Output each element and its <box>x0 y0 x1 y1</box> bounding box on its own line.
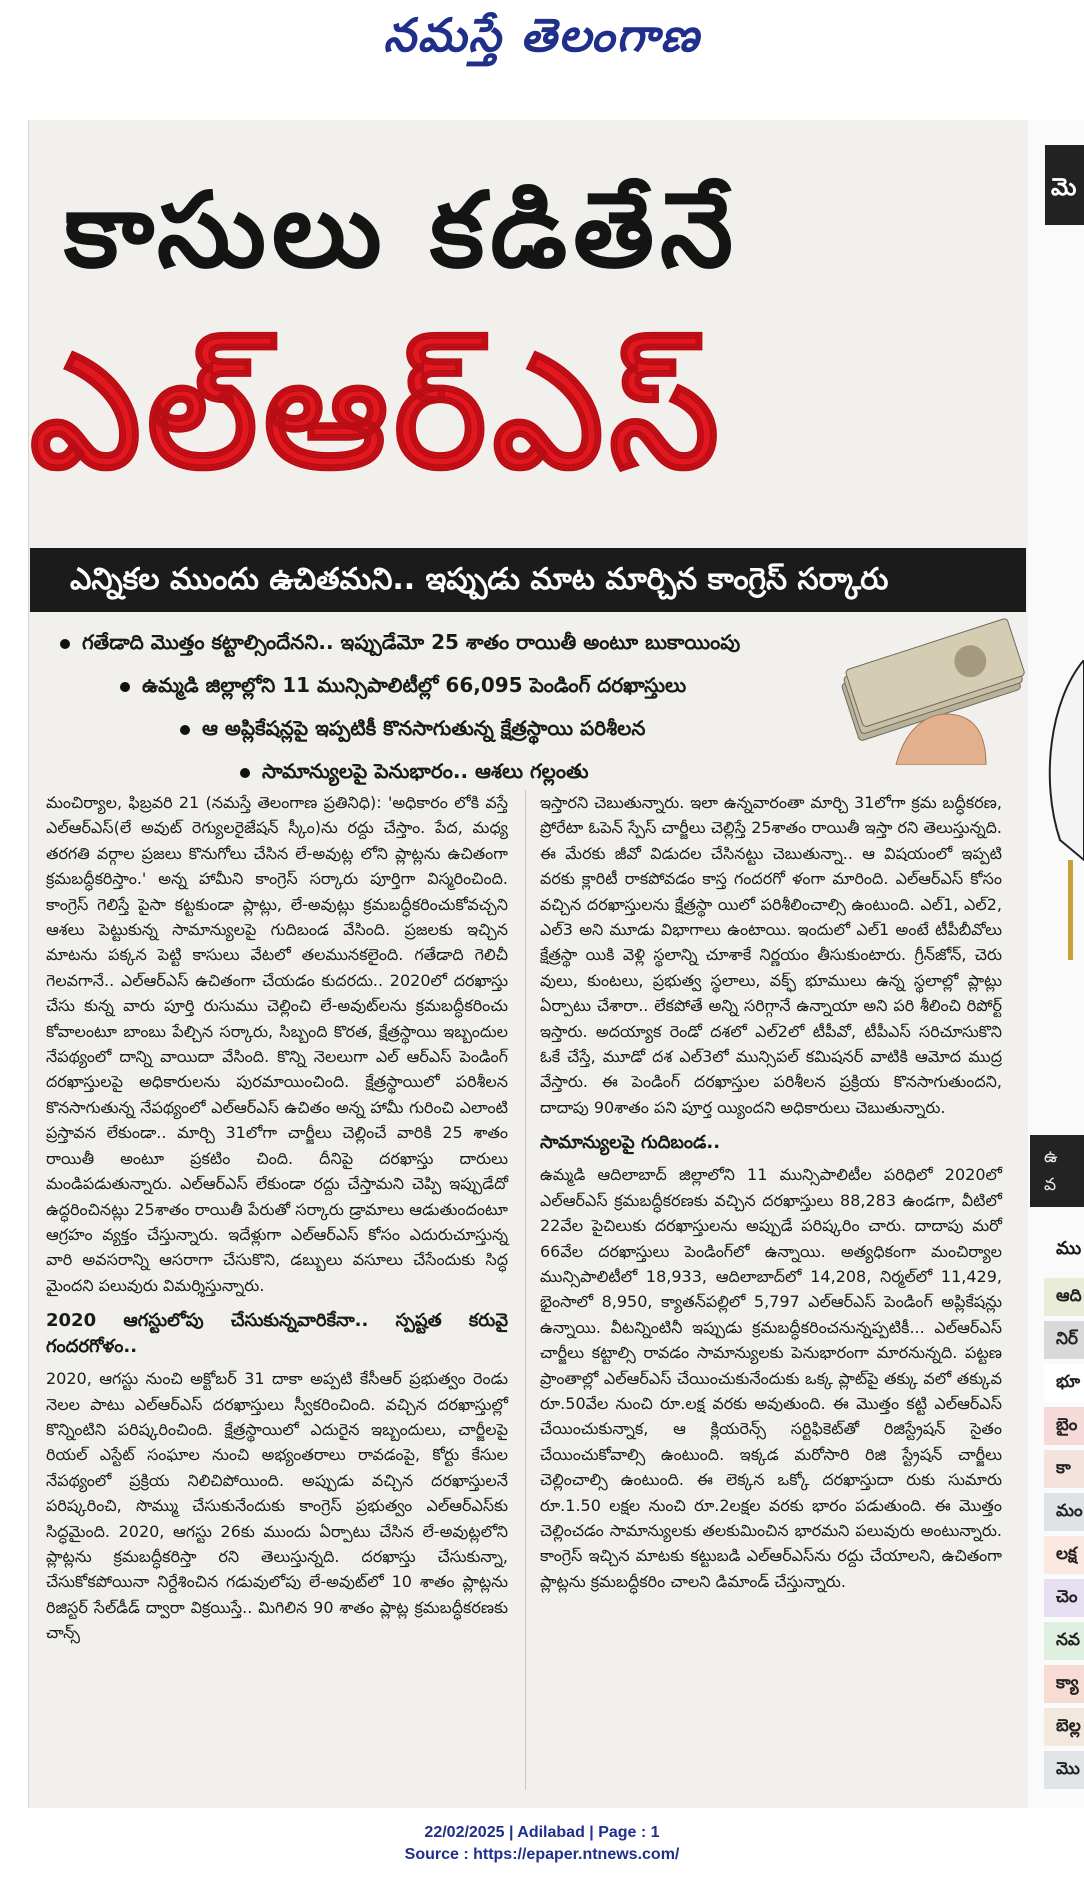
bullet-icon <box>240 768 250 778</box>
adjacent-article-box <box>1030 1135 1084 1207</box>
adjacent-list-item: మొ <box>1044 1751 1084 1789</box>
article-column-2 <box>540 790 1002 1600</box>
adjacent-list-item: నవ <box>1044 1622 1084 1660</box>
edition-info: 22/02/2025 | Adilabad | Page : 1 <box>424 1824 660 1841</box>
article-paragraph: ఇస్తారని చెబుతున్నారు. ఇలా ఉన్నవారంతా మార్చి 31లోగా క్రమ బద్ధీకరణ, ప్రోరేటా ఓపెన్‌ స్పేస్‌ చార్జీలు చెల్లిస్తే 25శాతం రాయితీ ఇస్తా రని తెలుస్తున్నది. ఈ మేరకు జీవో విడుదల చేసినట్టు చెబుతున్నా.. ఆ విషయంలో ఇప్పటి వరకు క్లారిటీ రాకపోవడం కాస్త గందరగో ళంగా మారింది. ఎల్‌ఆర్‌ఎస్‌ కోసం వచ్చిన దరఖాస్తులను క్షేత్రస్థా యిలో పరిశీలించాల్సి ఉంటుంది. ఎల్‌1, ఎల్‌2, ఎల్‌3 అని మూడు విభాగాలు ఉంటాయి. ఇందులో ఎల్‌1 అంటే టీపీబీవోలు క్షేత్రస్థా యికి వెళ్లి స్థలాన్ని చూశాకే నిర్ణయం తీసుకుంటారు. గ్రీన్‌జోన్‌, చెరు వులు, కుంటలు, ప్రభుత్వ స్థలాలు, వక్ఫ్‌ భూములు ఉన్న స్థలాల్లో ప్లాట్లు ఏర్పాటు చేశారా.. లేకపోతే అన్ని సరిగ్గానే ఉన్నాయా అని పరి శీలించి రిపోర్ట్‌ ఇస్తారు. అదయ్యాక రెండో దశలో ఎల్‌2లో టీపీవో, టీపీఎస్‌ సరిచూసుకొని ఓకే చేస్తే, మూడో దశ ఎల్‌3లో మున్సిపల్‌ కమిషనర్‌ వాటికి ఆమోద ముద్ర వేస్తారు. ఈ పెండింగ్‌ దరఖాస్తుల పరిశీలన ప్రక్రియ కొనసాగుతుందని, దాదాపు 90శాతం పని పూర్త య్యిందని అధికారులు చెబుతున్నారు. <box>540 793 1002 1117</box>
adjacent-list <box>1044 1278 1084 1794</box>
adjacent-list-item: బెల్ల <box>1044 1708 1084 1746</box>
box-line: వ <box>1044 1175 1057 1195</box>
subheadline-bar: ఎన్నికల ముందు ఉచితమని.. ఇప్పుడు మాట మార్చిన కాంగ్రెస్‌ సర్కారు <box>30 548 1026 612</box>
adjacent-list-heading: ము <box>1056 1238 1082 1259</box>
adjacent-list-item: బైం <box>1044 1407 1084 1445</box>
box-line: ఉ <box>1044 1147 1058 1167</box>
highlight-bullets <box>60 628 860 800</box>
article-paragraph: ఉమ్మడి ఆదిలాబాద్‌ జిల్లాలోని 11 మున్సిపాలిటీల పరిధిలో 2020లో ఎల్‌ఆర్‌ఎస్‌ క్రమబద్ధీకరణకు వచ్చిన దరఖాస్తులు 88,283 ఉండగా, వీటిలో 22వేల పైచిలుకు దరఖాస్తులను అప్పుడే పరిష్కరిం చారు. దాదాపు మరో 66వేల దరఖాస్తులు పెండింగ్‌లో ఉన్నాయి. అత్యధికంగా మంచిర్యాల మున్సిపాలిటీలో 18,933, ఆదిలాబాద్‌లో 14,208, నిర్మల్‌లో 11,429, భైంసాలో 8,950, క్యాతన్‌పల్లిలో 5,797 ఎల్‌ఆర్‌ఎస్‌ పెండింగ్‌ అప్లికేషన్లు ఉన్నాయి. వీటన్నింటినీ ఇప్పుడు క్రమబద్ధీకరించనున్నప్పటికీ... ఎల్‌ఆర్‌ఎస్‌ చార్జీలు కట్టాల్సి రావడం సామాన్యులకు పెనుభారంగా మారనున్నది. పట్టణ ప్రాంతాల్లో ఎల్‌ఆర్‌ఎస్‌ చేయించుకునేందుకు ఒక్క ప్లాట్‌పై తక్కు వలో తక్కువ రూ.50వేల నుంచి రూ.లక్ష వరకు అవుతుంది. ఈ మొత్తం కట్టి ఎల్‌ఆర్‌ఎస్‌ చేయించుకున్నాక, ఆ క్లియరెన్స్‌ సర్టిఫికెట్‌తో రిజిస్ట్రేషన్‌ సైతం చేయించుకోవాల్సి ఉంటుంది. ఇక్కడ మరోసారి రిజి స్ట్రేషన్‌ చార్జీలు చెల్లించాల్సి ఉంటుంది. ఈ లెక్కన ఒక్కో దరఖాస్తుదా రుకు సుమారు రూ.1.50 లక్షల నుంచి రూ.2లక్షల వరకు భారం పడుతుంది. ఈ మొత్తం చెల్లించడం సామాన్యులకు తలకుమించిన భారమని పలువురు అంటున్నారు. కాంగ్రెస్‌ ఇచ్చిన మాటకు కట్టుబడి ఎల్‌ఆర్‌ఎస్‌ను రద్దు చేయాలని, ఉచితంగా ప్లాట్లను క్రమబద్ధీకరిం చాలని డిమాండ్‌ చేస్తున్నారు. <box>540 1165 1002 1591</box>
headline-line-2: ఎల్‌ఆర్‌ఎస్ <box>30 321 725 503</box>
adjacent-list-item: మం <box>1044 1493 1084 1531</box>
adjacent-list-item: లక్ష <box>1044 1536 1084 1574</box>
bullet-item: ఆ అప్లికేషన్లపై ఇప్పటికీ కొనసాగుతున్న క్షేత్రస్థాయి పరిశీలన <box>60 714 860 742</box>
adjacent-list-item: క్యా <box>1044 1665 1084 1703</box>
adjacent-list-item: ఆది <box>1044 1278 1084 1316</box>
masthead-logo: నమస్తే తెలంగాణ <box>383 8 701 62</box>
adjacent-list-item: భూ <box>1044 1364 1084 1402</box>
bullet-icon <box>180 725 190 735</box>
adjacent-article-tab: మె <box>1045 145 1084 225</box>
bullet-item: సామాన్యులపై పెనుభారం.. ఆశలు గల్లంతు <box>60 757 860 785</box>
article-subheading: సామాన్యులపై గుదిబండ.. <box>540 1132 721 1154</box>
illustration-fragment <box>1030 660 1084 960</box>
headline-line-1: కాసులు కడితేనే <box>64 169 740 291</box>
column-divider <box>525 790 526 1790</box>
adjacent-list-item: చెం <box>1044 1579 1084 1617</box>
bullet-icon <box>120 682 130 692</box>
adjacent-list-item: కా <box>1044 1450 1084 1488</box>
bullet-item: ఉమ్మడి జిల్లాల్లోని 11 మున్సిపాలిటీల్లో 66,095 పెండింగ్‌ దరఖాస్తులు <box>60 671 860 699</box>
money-in-hand-image <box>836 615 1036 765</box>
article-body <box>46 790 1002 1790</box>
article-paragraph: 2020, ఆగస్టు నుంచి అక్టోబర్‌ 31 దాకా అప్పటి కేసీఆర్‌ ప్రభుత్వం రెండు నెలల పాటు ఎల్‌ఆర్‌ఎస్‌ దరఖాస్తులు స్వీకరించింది. వచ్చిన దరఖాస్తుల్లో కొన్నింటిని పరిష్కరించింది. క్షేత్రస్థాయిలో ఎదురైన ఇబ్బందులు, చార్జీలపై రియల్‌ ఎస్టేట్‌ సంఘాల నుంచి అభ్యంతరాలు రావడంపై, కోర్టు కేసుల నేపథ్యంలో ప్రక్రియ నిలిచిపోయింది. అప్పుడు వచ్చిన దరఖాస్తులనే పరిష్కరించి, సొమ్ము చేసుకునేందుకు కాంగ్రెస్‌ ప్రభుత్వం ఎల్‌ఆర్‌ఎస్‌కు సిద్ధమైంది. 2020, ఆగస్టు 26కు ముందు ఏర్పాటు చేసిన లే-అవుట్లలోని ప్లాట్లను క్రమబద్ధీకరిస్తా రని తెలుస్తున్నది. దరఖాస్తు చేసుకున్నా, చేసుకోకపోయినా నిర్దేశించిన గడువులోపు లే-అవుట్‌లో 10 శాతం ప్లాట్లను రిజిస్టర్‌ సేల్‌డీడ్‌ ద్వారా విక్రయిస్తే.. మిగిలిన 90 శాతం ప్లాట్ల క్రమబద్ధీకరణకు చాన్స్‌ <box>46 1369 508 1643</box>
article-subheading: 2020 ఆగస్టులోపు చేసుకున్నవారికేనా.. స్పష్టత కరువై గందరగోళం.. <box>46 1310 508 1358</box>
page-footer <box>0 1822 1084 1866</box>
bullet-icon <box>60 639 70 649</box>
article-column-1 <box>46 790 508 1652</box>
bullet-item: గతేడాది మొత్తం కట్టాల్సిందేనని.. ఇప్పుడేమో 25 శాతం రాయితీ అంటూ బుకాయింపు <box>60 628 860 656</box>
source-link[interactable]: Source : https://epaper.ntnews.com/ <box>404 1846 680 1863</box>
adjacent-list-item: నిర్ <box>1044 1321 1084 1359</box>
article-paragraph: మంచిర్యాల, ఫిబ్రవరి 21 (నమస్తే తెలంగాణ ప్రతినిధి): 'అధికారం లోకి వస్తే ఎల్‌ఆర్‌ఎస్‌(లే అవుట్‌ రెగ్యులరైజేషన్‌ స్కీం)ను రద్దు చేస్తాం. పేద, మధ్య తరగతి వర్గాల ప్రజలు కొనుగోలు చేసిన లే-అవుట్ల లోని ప్లాట్లను ఉచితంగా క్రమబద్ధీకరిస్తాం.' అన్న హామీని కాంగ్రెస్‌ సర్కారు పూర్తిగా విస్మరించింది. కాంగ్రెస్‌ గెలిస్తే పైసా కట్టకుండా ప్లాట్లు, లే-అవుట్లు క్రమబద్ధీకరించుకోవచ్చని ఆశలు పెట్టుకున్న సామాన్యులపై గుదిబండ వేసింది. ప్రజలకు ఇచ్చిన మాటను పక్కన పెట్టి కాసులు వేటలో తలమునకలైంది. గతేడాది గెలిచీ గెలవగానే.. ఎల్‌ఆర్‌ఎస్‌ ఉచితంగా చేయడం కుదరదు.. 2020లో దరఖాస్తు చేసు కున్న వారు పూర్తి రుసుము చెల్లించి లే-అవుట్‌లను క్రమబద్ధీకరించు కోవాలంటూ బాంబు పేల్చిన సర్కారు, సిబ్బంది కొరత, క్షేత్రస్థాయి ఇబ్బందుల నేపథ్యంలో దాన్ని వాయిదా వేసింది. కొన్ని నెలలుగా ఎల్‌ ఆర్‌ఎస్‌ పెండింగ్‌ దరఖాస్తులపై అధికారులను పురమాయించింది. క్షేత్రస్థాయిలో పరిశీలన కొనసాగుతున్న నేపథ్యంలో ఎల్‌ఆర్‌ఎస్‌ ఉచితం అన్న హామీ గురించి ఎలాంటి ప్రస్తావన లేకుండా.. మార్చి 31లోగా చార్జీలు చెల్లించే వారికి 25 శాతం రాయితీ అంటూ ప్రకటిం చింది. దీనిపై దరఖాస్తు దారులు మండిపడుతున్నారు. ఎల్‌ఆర్‌ఎస్‌ లేకుండా రద్దు చేస్తామని చెప్పి ఇప్పుడేదో ఉద్ధరించినట్లు 25శాతం రాయితీ పేరుతో సర్కారు డ్రామాలు ఆడుతుందంటూ ఆగ్రహం వ్యక్తం చేస్తున్నారు. ఇదేళ్లుగా ఎల్‌ఆర్‌ఎస్‌ కోసం ఎదురుచూస్తున్న వారి అవసరాన్ని ఆసరాగా చేసుకొని, డబ్బులు వసూలు చేసేందుకు సిద్ధ మైందని పలువురు విమర్శిస్తున్నారు. <box>46 793 508 1295</box>
